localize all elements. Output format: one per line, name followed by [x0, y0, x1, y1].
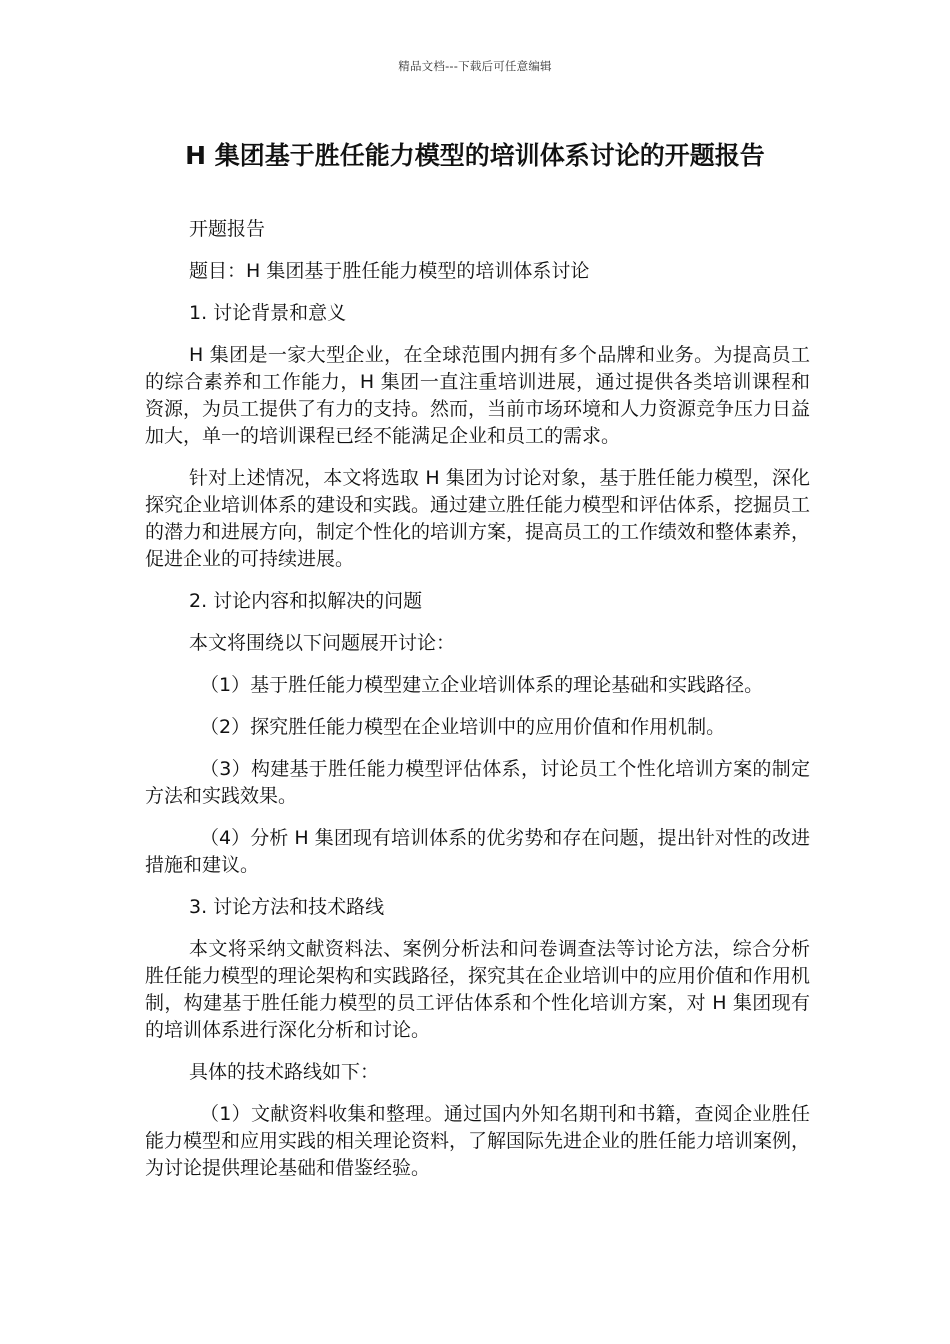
section-heading-3: 3. 讨论方法和技术路线 [189, 896, 385, 918]
list-item-route-1: （1）文献资料收集和整理。通过国内外知名期刊和书籍，查阅企业胜任能力模型和应用实践的相关理论资料，了解国际先进企业的胜任能力培训案例，为讨论提供理论基础和借鉴经验。 [145, 1103, 811, 1179]
section-heading-1: 1. 讨论背景和意义 [189, 302, 347, 324]
paragraph-route-intro: 具体的技术路线如下： [189, 1061, 380, 1083]
document-body [145, 216, 810, 1197]
paragraph-report-label: 开题报告 [189, 218, 266, 240]
paragraph-research-object: 针对上述情况，本文将选取 H 集团为讨论对象，基于胜任能力模型，深化探究企业培训体系的建设和实践。通过建立胜任能力模型和评估体系，挖掘员工的潜力和进展方向，制定个性化的培训方案，提高员工的工作绩效和整体素养，促进企业的可持续进展。 [145, 467, 811, 570]
list-item-question-2: （2）探究胜任能力模型在企业培训中的应用价值和作用机制。 [200, 716, 726, 738]
paragraph-questions-intro: 本文将围绕以下问题展开讨论： [189, 632, 456, 654]
paragraph-topic: 题目：H 集团基于胜任能力模型的培训体系讨论 [189, 260, 590, 282]
list-item-question-3: （3）构建基于胜任能力模型评估体系，讨论员工个性化培训方案的制定方法和实践效果。 [145, 758, 810, 807]
section-heading-2: 2. 讨论内容和拟解决的问题 [189, 590, 423, 612]
document-title: H 集团基于胜任能力模型的培训体系讨论的开题报告 [185, 141, 765, 170]
header-note: 精品文档---下载后可任意编辑 [398, 59, 552, 73]
paragraph-background: H 集团是一家大型企业，在全球范围内拥有多个品牌和业务。为提高员工的综合素养和工作能力，H 集团一直注重培训进展，通过提供各类培训课程和资源，为员工提供了有力的支持。然而，当前市场环境和人力资源竞争压力日益加大，单一的培训课程已经不能满足企业和员工的需求。 [145, 344, 811, 447]
list-item-question-1: （1）基于胜任能力模型建立企业培训体系的理论基础和实践路径。 [200, 674, 764, 696]
list-item-question-4: （4）分析 H 集团现有培训体系的优劣势和存在问题，提出针对性的改进措施和建议。 [145, 827, 810, 876]
paragraph-methods: 本文将采纳文献资料法、案例分析法和问卷调查法等讨论方法，综合分析胜任能力模型的理论架构和实践路径，探究其在企业培训中的应用价值和作用机制，构建基于胜任能力模型的员工评估体系和个性化培训方案，对 H 集团现有的培训体系进行深化分析和讨论。 [145, 938, 811, 1041]
